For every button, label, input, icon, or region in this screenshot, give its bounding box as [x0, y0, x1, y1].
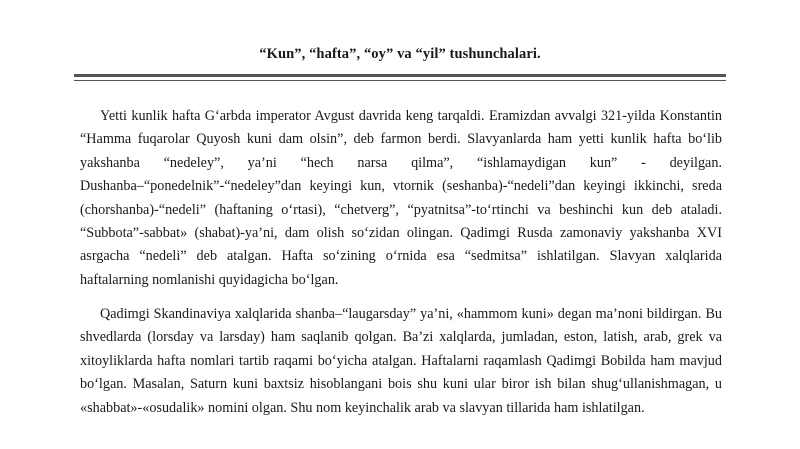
title-divider-thick: [74, 74, 726, 77]
paragraph-1: Yetti kunlik hafta G‘arbda imperator Avgust davrida keng tarqaldi. Eramizdan avvalgi 321-yilda Konstantin “Hamma fuqarolar Quyosh kuni dam olsin”, deb farmon berdi. Slavyanlarda ham yetti kunlik hafta bo‘lib yakshanba “nedeley”, ya’ni “hech narsa qilma”, “ishlamaydigan kun” - deyilgan. Dushanba–“ponedelnik”-“nedeley”dan keyingi kun, vtornik (seshanba)-“nedeli”dan keyingi ikkinchi, sreda (chorshanba)-“nedeli” (haftaning o‘rtasi), “chetverg”, “pyatnitsa”-to‘rtinchi va beshinchi kun deb ataladi. “Subbota”-sabbat» (shabat)-ya’ni, dam olish so‘zidan olingan. Qadimgi Rusda zamonaviy yakshanba XVI asrgacha “nedeli” deb atalgan. Hafta so‘zining o‘rnida esa “sedmitsa” ishlatilgan. Slavyan xalqlarida haftalarning nomlanishi quyidagicha bo‘lgan.: [80, 108, 722, 288]
document-title: “Kun”, “hafta”, “oy” va “yil” tushunchalari.: [259, 46, 541, 62]
title-divider-thin: [74, 80, 726, 81]
paragraph-2: Qadimgi Skandinaviya xalqlarida shanba–“laugarsday” ya’ni, «hammom kuni» degan ma’noni bildirgan. Bu shvedlarda (lorsday va larsday) ham saqlanib qolgan. Ba’zi xalqlarda, jumladan, eston, latish, arab, grek va xitoyliklarda hafta nomlari tartib raqami bo‘yicha atalgan. Haftalarni raqamlash Qadimgi Bobilda ham mavjud bo‘lgan. Masalan, Saturn kuni baxtsiz hisoblangani bois shu kuni ular biror ish bilan shug‘ullanishmagan, u «shabbat»-«osudalik» nomini olgan. Shu nom keyinchalik arab va slavyan tillarida ham ishlatilgan.: [80, 306, 722, 416]
